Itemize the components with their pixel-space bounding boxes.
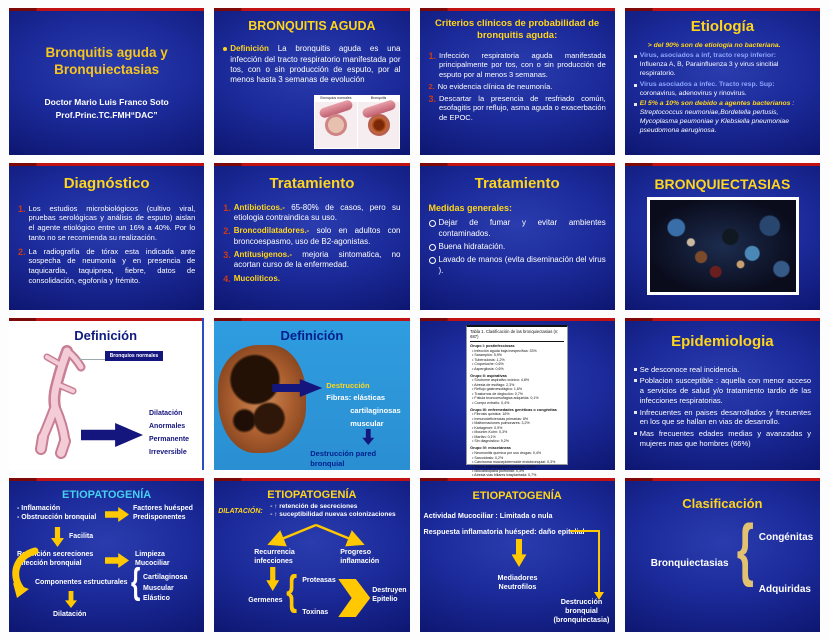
classification-table xyxy=(466,325,568,478)
facilita-label: Facilita xyxy=(69,533,94,540)
slide-top-accent xyxy=(9,163,204,166)
table-group-header: Grupo II: aspirativas xyxy=(470,373,507,378)
criterio-1: Infección respiratoria aguda manifestada principalmente por tos, con o sin producción de esputo por al menos 3 semanas. xyxy=(439,50,606,80)
etiologia-lead: > del 90% son de etiología no bacteriana. xyxy=(647,41,781,49)
node-neutrofilos: Neutrofilos xyxy=(498,582,537,591)
slide-title xyxy=(9,8,204,155)
node-toxinas: Toxinas xyxy=(302,609,329,616)
brace-item-cartilaginosa: Cartilaginosa xyxy=(143,574,188,581)
image-label-bronquitis: Bronquitis xyxy=(358,96,400,102)
node-epitelio: Epitelio xyxy=(372,595,398,603)
node-proteasas: Proteasas xyxy=(302,577,336,584)
label-connector-line xyxy=(79,359,105,360)
diagnostico-2: La radiografía de tórax esta indicada ante sospecha de neumonía y en presencia de taquicardia, taquipnea, fiebre, datos de consolidación, egofonía y frémito. xyxy=(28,246,196,285)
table-item: • Coqueluche: 0,6% xyxy=(472,362,504,367)
branching-arrows xyxy=(254,523,378,547)
slide-title: Tratamiento xyxy=(269,175,355,192)
definition-keywords xyxy=(149,409,189,461)
slide-bronquiectasias-foto xyxy=(625,163,820,310)
slide-top-accent xyxy=(214,8,409,11)
circle-bullet-icon xyxy=(429,220,436,227)
etiologia-b3-body: : Streptococcus neumoniae,Bordetella pertusis, Mycoplasma peumoniae y Klebsiella pneumoniae pseudomona aeruginosa. xyxy=(639,100,795,134)
list-number: 1. xyxy=(223,202,231,213)
slide-title: ETIOPATOGENÍA xyxy=(62,489,152,501)
bullet-icon xyxy=(634,379,637,382)
slide-definicion-destruccion xyxy=(214,318,409,470)
list-number: 2. xyxy=(223,226,231,237)
bullet-icon xyxy=(223,47,227,51)
tx-term-1: Antibioticos.- xyxy=(233,202,285,212)
table-item: • Fibrosis quística: 16% xyxy=(472,412,510,417)
medida-1: Dejar de fumar y evitar ambientes contaminados. xyxy=(438,218,606,238)
brace-symbol: { xyxy=(131,562,141,603)
epi-1: Se desconoce real incidencia. xyxy=(639,364,740,374)
bronchi-comparison-image xyxy=(314,95,400,149)
tx-term-3: Antitusigenos.- xyxy=(233,250,292,260)
slide-title: Criterios clínicos de probabilidad de bronquitis aguda: xyxy=(435,18,600,42)
curved-arrow xyxy=(9,547,39,599)
table-item: • Reflujo gastroesofágico: 1,6% xyxy=(472,387,523,392)
slide-title: Epidemiologia xyxy=(671,333,774,350)
bullet-icon xyxy=(634,103,637,106)
tx-body-3: mejoria sintomatica, no acortan curso de la enfermedad. xyxy=(233,250,401,270)
node-dilatacion: Dilatación xyxy=(53,611,87,618)
table-item: • Sin diagnóstico: 9,2% xyxy=(472,439,509,444)
slide-tabla-clasificacion xyxy=(420,318,615,478)
table-group xyxy=(470,446,564,478)
bullet-icon xyxy=(634,84,637,87)
node-recurrencia: Recurrencia xyxy=(254,549,295,556)
slide-etiopatogenia-2 xyxy=(214,478,409,632)
slide-title: ETIOPATOGENÍA xyxy=(267,489,357,501)
pathology-photo xyxy=(647,197,799,295)
table-item: • Kartagener: 0,9% xyxy=(472,425,503,430)
slide-epidemiologia xyxy=(625,318,820,470)
slide-top-accent xyxy=(214,478,409,481)
tx-term-4: Mucoliticos. xyxy=(233,273,280,283)
etiologia-b3-head: El 5% a 10% son debido a agentes bacterianos xyxy=(639,100,791,108)
dilatacion-effect-1: - ↑ retención de secreciones xyxy=(270,503,358,510)
etiologia-b2-head: Virus asociados a infec. Tracto resp. Sup: xyxy=(639,80,775,88)
slide-top-accent xyxy=(625,163,820,166)
slide-etiopatogenia-1 xyxy=(9,478,204,632)
slide-top-accent xyxy=(420,163,615,166)
down-arrow xyxy=(512,539,527,567)
node-retencion: Retención secreciones xyxy=(17,551,94,558)
table-item: • Infección aguda baja inespecífica: 33% xyxy=(472,348,537,353)
brace-symbol: { xyxy=(736,512,754,589)
table-item: • Síndrome aspirativo crónico: 4,8% xyxy=(472,378,530,383)
diagnostico-1: Los estudios microbiológicos (cultivo viral, pruebas serológicas y análisis de esputo) aislan el agente etiológico entre un 16% a 40%. Por lo tanto no se recomienda su realización. xyxy=(28,203,196,242)
slide-top-accent xyxy=(9,318,202,321)
slide-clasificacion xyxy=(625,478,820,632)
circle-bullet-icon xyxy=(429,244,436,251)
deck-title: Bronquitis aguda y Bronquiectasias xyxy=(45,45,168,77)
medida-2: Buena hidratación. xyxy=(438,241,506,251)
brace-item-muscular: Muscular xyxy=(143,584,174,592)
epi-2: Poblacion susceptible : aquella con menor acceso a servicios de salud y/o tratamiento tardio de las infecciones respiratorias. xyxy=(639,376,811,405)
node-predisponentes: Predisponentes xyxy=(133,513,186,521)
table-item: • Carcinoma mucoepidermoide endobronquial: 0,3% xyxy=(472,460,556,465)
lung-specimen-photo xyxy=(218,345,306,453)
epi-4: Mas frecuentes edades medias y avanzadas y mujeres mas que hombres (66%) xyxy=(639,429,811,448)
list-number: 2. xyxy=(18,246,26,257)
cartilaginosas-line: cartilaginosas xyxy=(350,406,401,415)
node-destruyen: Destruyen xyxy=(372,587,407,594)
brace-symbol: { xyxy=(286,567,298,614)
table-item: • Sarampión: 5,9% xyxy=(472,353,502,358)
slide-title: Tratamiento xyxy=(474,175,560,192)
right-arrow xyxy=(105,507,129,522)
node-progreso: Progreso xyxy=(340,549,371,556)
list-number: 1. xyxy=(428,50,437,61)
table-item: • Neumonitis química por uso drogas: 0,4% xyxy=(472,451,542,456)
slide-title: ETIOPATOGENÍA xyxy=(472,490,562,502)
definition-term: Definición xyxy=(230,44,269,54)
table-item: • Malformaciones pulmonares: 3,2% xyxy=(472,421,530,426)
circle-bullet-icon xyxy=(429,257,436,264)
table-group-header: Grupo I: postinfecciosas xyxy=(470,343,515,348)
keyword: Irreversible xyxy=(149,449,187,457)
bullet-icon xyxy=(634,411,637,414)
respuesta-inflamatoria-line: Respuesta inflamatoria huésped: daño epitelial xyxy=(423,527,585,536)
slide-tratamiento-medidas xyxy=(420,163,615,310)
node-mediadores: Mediadores xyxy=(497,573,538,582)
etiologia-b1-head: Virus, asociados a inf, tracto resp inferior: xyxy=(639,52,776,60)
slide-top-accent xyxy=(420,318,615,321)
bronchial-tree-illustration xyxy=(21,343,113,461)
table-item: • Sarcoidosis: 0,2% xyxy=(472,455,504,460)
down-arrow xyxy=(65,591,77,608)
slide-definicion-esquema xyxy=(9,318,204,470)
node-infeccion: Infección bronquial xyxy=(17,559,82,567)
list-number: 3. xyxy=(223,250,231,261)
list-number: 1. xyxy=(18,203,26,214)
medidas-subtitle: Medidas generales: xyxy=(428,202,513,213)
table-title: Tabla 1. Clasificación de las bronquiectasias (n: 687) xyxy=(470,329,564,342)
node-bronquial: bronquial xyxy=(565,606,598,615)
etiologia-b1-body: Influenza A, B, Parainfluenza 3 y virus sincitial respiratorio. xyxy=(639,61,779,77)
table-item: • Fístula broncoesofágica adquirida: 0,1% xyxy=(472,396,539,401)
criterio-3: Descartar la presencia de resfriado común, esofagitis por reflujo, asma aguda o exacerbación de EPOC. xyxy=(439,93,606,123)
keyword: Permanente xyxy=(149,436,190,444)
bullet-icon xyxy=(634,368,637,371)
node-bronquiectasias: Bronquiectasias xyxy=(650,558,729,569)
slide-diagnostico xyxy=(9,163,204,310)
table-item: • Mounier-Kuhn: 0,3% xyxy=(472,430,508,435)
slide-top-accent xyxy=(9,8,204,11)
slide-etiologia xyxy=(625,8,820,155)
slide-top-accent xyxy=(9,478,204,481)
dilatacion-label: DILATACIÓN: xyxy=(218,508,263,515)
table-item: • Inmunodeficiencias primarias: 8% xyxy=(472,416,529,421)
tx-body-1: 65-80% de casos, pero su etiologia contraindica su uso. xyxy=(233,202,401,222)
list-number: 4. xyxy=(223,273,231,284)
bullet-icon xyxy=(634,55,637,58)
node-mucociliar: Mucociliar xyxy=(135,559,170,567)
keyword: Anormales xyxy=(149,423,186,431)
slide-top-accent xyxy=(625,8,820,11)
slide-title: BRONQUITIS AGUDA xyxy=(248,19,376,33)
down-arrow xyxy=(266,567,279,591)
slide-top-accent xyxy=(214,318,409,321)
fibras-line: Fibras: elásticas xyxy=(326,393,386,402)
down-arrow xyxy=(362,429,374,445)
actividad-mucociliar-line: Actividad Mucociliar : Limitada o nula xyxy=(423,511,553,520)
node-germenes: Germenes xyxy=(248,597,283,604)
definition-body: La bronquitis aguda es una infección del tracto respiratorio manifestada por tos, con o sin producción de esputo, por al menos hasta 3 semanas de evolución xyxy=(230,44,401,85)
node-infecciones: infecciones xyxy=(254,557,293,565)
tx-term-2: Broncodilatadores.- xyxy=(233,226,310,236)
slide-etiopatogenia-3 xyxy=(420,478,615,632)
destruccion-highlight: Destrucción xyxy=(326,381,370,390)
destruccion-pared: Destrucción pared bronquial xyxy=(310,449,377,468)
slide-title: Definición xyxy=(74,328,138,343)
epi-3: Infrecuentes en paises desarrollados y frecuentes en los que se hallan en vias de desarrollo. xyxy=(639,407,811,427)
table-group xyxy=(470,344,564,371)
muscular-line: muscular xyxy=(350,419,384,428)
criterio-2: No evidencia clínica de neumonía. xyxy=(437,81,553,91)
slide-title: Etiología xyxy=(690,18,755,35)
slide-top-accent xyxy=(420,478,615,481)
down-arrow xyxy=(51,527,64,547)
slide-top-accent xyxy=(214,163,409,166)
author: Doctor Mario Luis Franco Soto xyxy=(44,97,169,107)
table-item: • Marfán: 0,1% xyxy=(472,434,496,439)
bullet-icon xyxy=(634,432,637,435)
table-item: • Cuerpo extraño: 0,4% xyxy=(472,400,510,405)
inflamed-bronchus-illustration xyxy=(358,102,400,148)
slide-top-accent xyxy=(420,8,615,11)
slide-title: Definición xyxy=(280,328,344,343)
list-number: 3. xyxy=(428,93,437,104)
keyword: Dilatación xyxy=(149,410,183,417)
table-item: • Miocardiopatía pulmonar: 0,3% xyxy=(472,469,525,473)
slide-title: BRONQUIECTASIAS xyxy=(654,176,791,192)
slide-top-accent xyxy=(625,318,820,321)
dilatacion-effect-2: - ↑ suceptibilidad nuevas colonizaciones xyxy=(270,511,396,519)
node-limpieza: Limpieza xyxy=(135,551,165,558)
slide-top-accent xyxy=(625,478,820,481)
table-item: • Aspergilosis: 0,6% xyxy=(472,366,504,371)
bronquios-normales-label: Bronquios normales xyxy=(105,351,163,361)
chevron-arrow xyxy=(338,579,370,617)
node-destruccion: Destrucción xyxy=(560,597,603,606)
slide-tratamiento-farmacos xyxy=(214,163,409,310)
table-group-header: Grupo III: enfermedades genéticas o congénitas xyxy=(470,407,557,412)
image-label-normal: Bronquios normales xyxy=(315,96,357,102)
slide-title: Diagnóstico xyxy=(63,175,150,192)
medida-3: Lavado de manos (evita diseminación del virus ). xyxy=(438,255,606,275)
affiliation: Prof.Princ.TC.FMH“DAC” xyxy=(55,110,158,120)
table-item: • Trastornos de deglución: 0,7% xyxy=(472,391,523,396)
node-bronquiectasia: (bronquiectasia) xyxy=(553,615,610,624)
table-item: • Tumor postransplante pulmonar: 0,5% xyxy=(472,464,536,469)
branch-adquiridas: Adquiridas xyxy=(758,584,811,595)
slide-bronquitis-definicion xyxy=(214,8,409,155)
list-number: 2. xyxy=(428,81,435,91)
branch-congenitas: Congénitas xyxy=(758,532,814,543)
right-arrow xyxy=(105,553,129,568)
table-group-header: Grupo IV: misceláneas xyxy=(470,446,511,451)
elbow-connector xyxy=(570,530,600,594)
brace-item-elastico: Elástico xyxy=(143,595,170,602)
classification-table-body xyxy=(470,344,564,478)
node-inflamacion: inflamación xyxy=(340,557,380,565)
node-inflamacion: - Inflamación xyxy=(17,505,61,512)
table-group xyxy=(470,374,564,406)
etiologia-b2-body: coronavirus, adenovirus y rinovirus. xyxy=(639,89,747,97)
tx-body-2: solo en adultos con broncoespasmo, uso de B2-agonistas. xyxy=(233,226,401,246)
table-item: • Tuberculosis: 1,2% xyxy=(472,357,505,362)
node-obstruccion: - Obstrucción bronquial xyxy=(17,513,97,521)
slide-criterios-clinicos xyxy=(420,8,615,155)
slide-title: Clasificación xyxy=(682,496,763,511)
table-item: • Atresia de esófago: 2,3% xyxy=(472,382,515,387)
node-componentes: Componentes estructurales xyxy=(35,579,128,586)
table-item: • Atresia vías biliares trasplantada: 0,7% xyxy=(472,473,537,478)
normal-bronchus-illustration xyxy=(315,102,357,148)
node-factores-huesped: Factores huésped xyxy=(133,505,193,512)
table-group xyxy=(470,408,564,444)
